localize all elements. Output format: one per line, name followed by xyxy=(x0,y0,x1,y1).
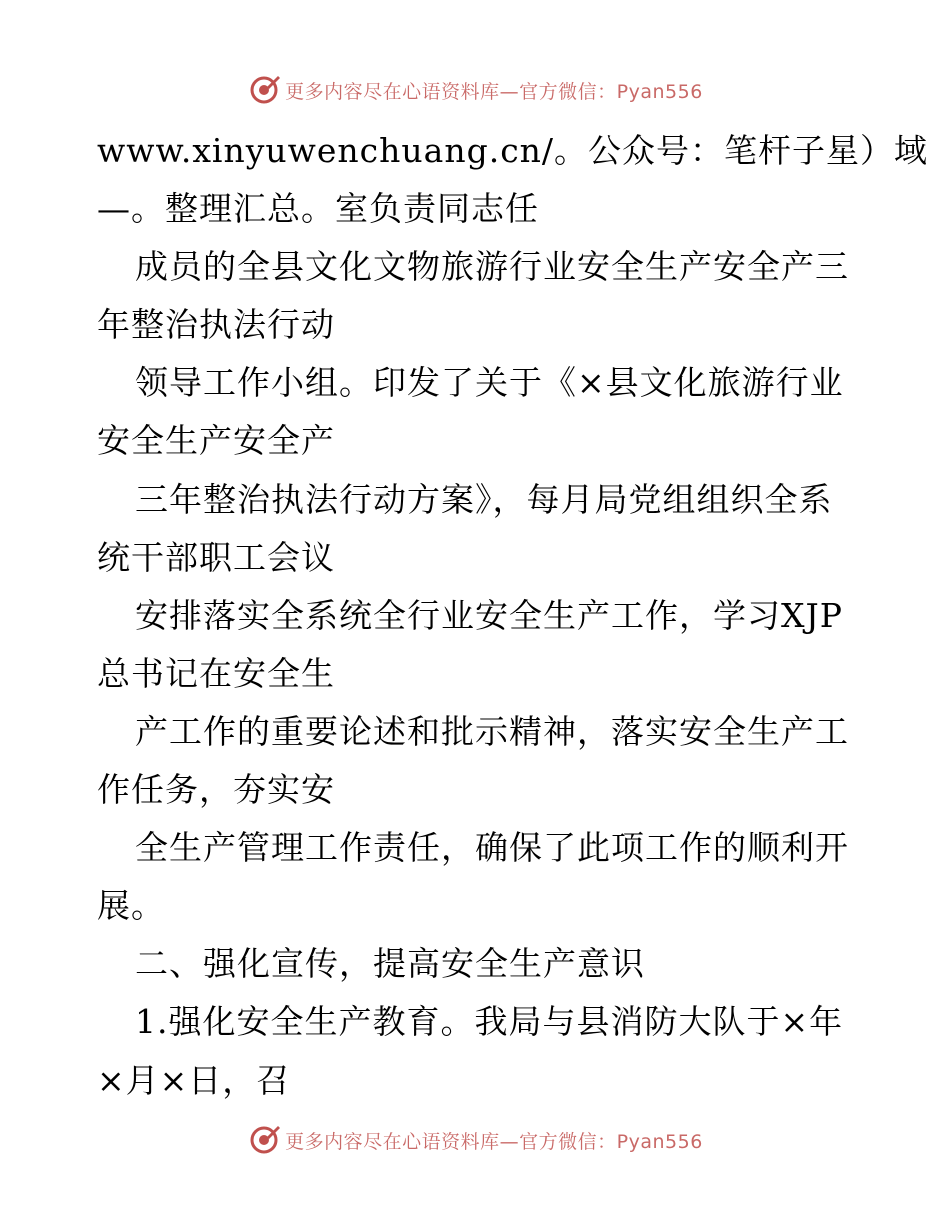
text-line: —。整理汇总。室负责同志任 xyxy=(97,189,539,229)
text-line: 安全生产安全产 xyxy=(97,421,335,461)
header-banner-text: 更多内容尽在心语资料库—官方微信：Pyan556 xyxy=(285,80,703,103)
text-line: 成员的全县文化文物旅游行业安全生产安全产三 xyxy=(135,247,849,287)
text-line: 三年整治执法行动方案》，每月局党组组织全系 xyxy=(135,479,833,519)
text-line: 安排落实全系统全行业安全生产工作，学习XJP xyxy=(135,595,843,635)
text-line: 展。 xyxy=(97,886,165,926)
text-line: 总书记在安全生 xyxy=(97,653,335,693)
pen-logo-icon xyxy=(247,1123,281,1157)
text-line: 1.强化安全生产教育。我局与县消防大队于×年 xyxy=(135,1002,844,1042)
header-watermark-banner xyxy=(0,70,950,110)
footer-watermark-banner xyxy=(0,1120,950,1160)
footer-banner-text: 更多内容尽在心语资料库—官方微信：Pyan556 xyxy=(285,1130,703,1153)
text-line: 领导工作小组。印发了关于《×县文化旅游行业 xyxy=(135,363,844,403)
text-line: 统干部职工会议 xyxy=(97,537,335,577)
text-line: ×月×日，召 xyxy=(97,1060,291,1100)
document-body xyxy=(97,122,929,1110)
text-line: www.xinyuwenchuang.cn/。公众号：笔杆子星）域 xyxy=(97,131,929,170)
text-line: 产工作的重要论述和批示精神，落实安全生产工 xyxy=(135,711,849,751)
text-line: 年整治执法行动 xyxy=(97,305,335,345)
pen-logo-icon xyxy=(247,73,281,107)
text-line: 二、强化宣传，提高安全生产意识 xyxy=(135,944,645,984)
text-line: 全生产管理工作责任，确保了此项工作的顺利开 xyxy=(135,828,849,868)
text-line: 作任务，夯实安 xyxy=(97,770,335,810)
